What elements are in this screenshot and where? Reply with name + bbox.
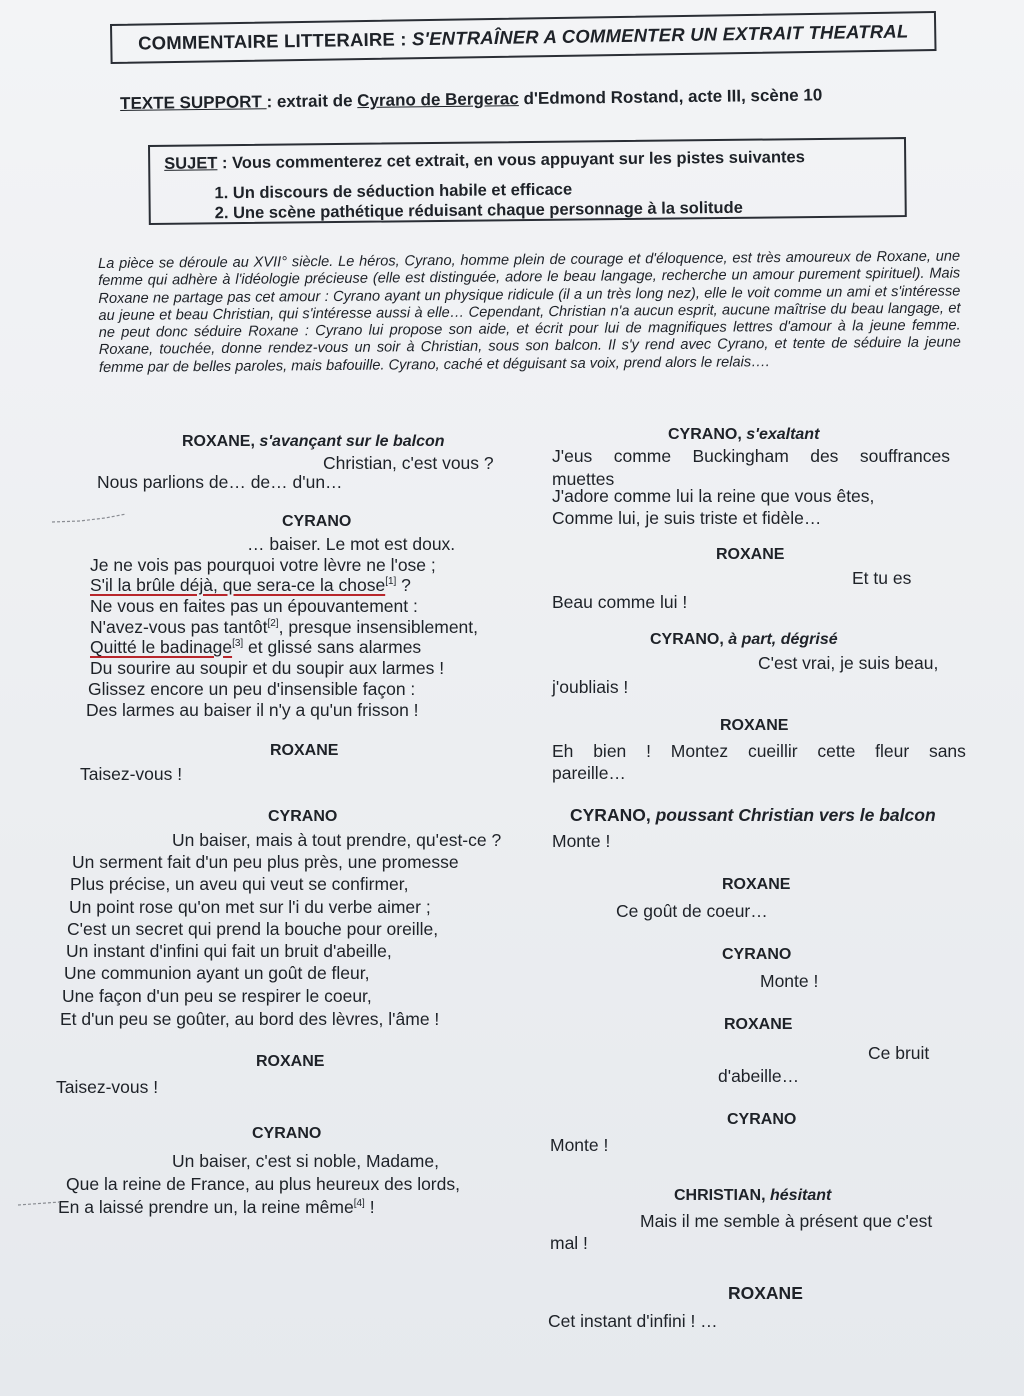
sujet-label: SUJET (164, 154, 218, 173)
support-colon: : extrait de (266, 91, 358, 112)
verse-line: Comme lui, je suis triste et fidèle… (552, 508, 822, 528)
speaker-roxane: ROXANE (256, 1053, 325, 1070)
verse-line: Taisez-vous ! (56, 1077, 159, 1097)
speaker-roxane: ROXANE (722, 876, 791, 893)
verse-line: Quitté le badinage[3] et glissé sans alarmes (90, 637, 422, 657)
speaker-cyrano: CYRANO (722, 946, 792, 963)
verse-line: Monte ! (550, 1135, 609, 1155)
verse-line-justified: J'eus comme Buckingham des souffrances (552, 446, 950, 466)
verse-line: Glissez encore un peu d'insensible façon : (88, 679, 416, 699)
speaker-cyrano: CYRANO, poussant Christian vers le balcon (570, 805, 936, 825)
speaker-roxane: ROXANE, s'avançant sur le balcon (182, 433, 445, 450)
footnote-ref: [3] (232, 638, 244, 650)
intro-paragraph: La pièce se déroule au XVII° siècle. Le héros, Cyrano, homme plein de courage et d'éloquence, est très amoureux de Roxane, une femme qui adhère à l'idéologie précieuse (elle est distinguée, adore le beau langage, recherche un amour purement spirituel). Mais Roxane ne partage pas cet amour : Cyrano ayant un physique ridicule (il a un très long nez), elle le voit comme un ami et s'intéresse au jeune et beau Christian, qui s'intéresse aussi à elle… Cependant, Christian n'a aucun esprit, aucune maîtrise du beau langage, et ne peut donc séduire Roxane : Cyrano lui propose son aide, et écrit pour lui de magnifiques lettres d'amour à la jeune femme. Roxane, touchée, donne rendez-vous un soir à Christian, sous son balcon. Il s'y rend avec Cyrano, et tente de séduire la jeune femme par de belles paroles, mais bafouille. Cyrano, caché et déguisant sa voix, prend alors le relais…. (98, 248, 961, 376)
verse-line: Taisez-vous ! (80, 764, 183, 784)
verse-line: Un serment fait d'un peu plus près, une promesse (72, 852, 459, 872)
verse-line: Un point rose qu'on met sur l'i du verbe aimer ; (69, 897, 431, 917)
verse-line: N'avez-vous pas tantôt[2], presque insensiblement, (90, 617, 479, 637)
footnote-ref: [4] (353, 1198, 365, 1210)
verse-line: d'abeille… (718, 1066, 800, 1086)
verse-line: Plus précise, un aveu qui veut se confirmer, (70, 874, 409, 894)
sujet-intro: : Vous commenterez cet extrait, en vous appuyant sur les pistes suivantes (217, 148, 805, 173)
verse-line: Du sourire au soupir et du soupir aux larmes ! (90, 658, 445, 678)
sujet-box (148, 137, 907, 225)
speaker-roxane: ROXANE (728, 1283, 803, 1303)
speaker-cyrano: CYRANO, à part, dégrisé (650, 631, 838, 648)
verse-line: C'est un secret qui prend la bouche pour oreille, (67, 919, 439, 939)
verse-line: Une communion ayant un goût de fleur, (64, 963, 370, 983)
verse-line: … baiser. Le mot est doux. (247, 534, 456, 554)
verse-line: Un instant d'infini qui fait un bruit d'abeille, (66, 941, 392, 961)
verse-line: J'adore comme lui la reine que vous êtes, (552, 486, 875, 506)
verse-line-justified: Eh bien ! Montez cueillir cette fleur sans (552, 741, 966, 761)
speaker-cyrano: CYRANO, s'exaltant (668, 426, 820, 443)
speaker-cyrano: CYRANO (252, 1125, 322, 1142)
verse-line: Que la reine de France, au plus heureux des lords, (66, 1174, 460, 1194)
verse-line: Un baiser, mais à tout prendre, qu'est-ce ? (172, 830, 502, 850)
support-work: Cyrano de Bergerac (357, 89, 519, 111)
support-rest: d'Edmond Rostand, acte III, scène 10 (518, 85, 823, 109)
footnote-ref: [1] (385, 576, 397, 588)
title-box (110, 11, 937, 64)
verse-line: Christian, c'est vous ? (323, 453, 494, 473)
verse-line: pareille… (552, 763, 626, 783)
footnote-ref: [2] (267, 618, 279, 630)
sujet-item-2: 2. Une scène pathétique réduisant chaque personnage à la solitude (214, 198, 743, 223)
verse-line: Beau comme lui ! (552, 592, 688, 612)
sujet-item-1: 1. Un discours de séduction habile et efficace (214, 180, 573, 203)
verse-line: Mais il me semble à présent que c'est (640, 1211, 933, 1231)
support-label: TEXTE SUPPORT (120, 92, 267, 113)
verse-line: S'il la brûle déjà, que sera-ce la chose[1] ? (90, 575, 411, 595)
speaker-cyrano: CYRANO (268, 808, 338, 825)
pencil-mark-icon (50, 508, 130, 528)
speaker-cyrano: CYRANO (282, 513, 352, 530)
verse-line: j'oubliais ! (552, 677, 629, 697)
verse-line: En a laissé prendre un, la reine même[4] ! (58, 1197, 375, 1217)
speaker-roxane: ROXANE (720, 717, 789, 734)
verse-line: Et tu es (852, 568, 912, 588)
pencil-mark-icon (16, 1196, 62, 1210)
speaker-roxane: ROXANE (724, 1016, 793, 1033)
speaker-roxane: ROXANE (270, 742, 339, 759)
support-line (120, 84, 940, 114)
verse-line: Un baiser, c'est si noble, Madame, (172, 1151, 439, 1171)
verse-line: Nous parlions de… de… d'un… (97, 472, 343, 492)
verse-line: Monte ! (760, 971, 819, 991)
verse-line: Ne vous en faites pas un épouvantement : (90, 596, 418, 616)
verse-line: Monte ! (552, 831, 611, 851)
verse-line: Ce bruit (868, 1043, 930, 1063)
verse-line: Des larmes au baiser il n'y a qu'un frisson ! (86, 700, 419, 720)
verse-line: muettes (552, 469, 615, 489)
verse-line: C'est vrai, je suis beau, (758, 653, 939, 673)
speaker-roxane: ROXANE (716, 546, 785, 563)
verse-line: Cet instant d'infini ! … (548, 1311, 718, 1331)
verse-line: mal ! (550, 1233, 588, 1253)
title-italic: S'ENTRAÎNER A COMMENTER UN EXTRAIT THEATRAL (411, 20, 909, 50)
title-main: COMMENTAIRE LITTERAIRE : (137, 28, 407, 54)
verse-line: Une façon d'un peu se respirer le coeur, (62, 986, 372, 1006)
verse-line: Je ne vois pas pourquoi votre lèvre ne l'ose ; (90, 555, 436, 575)
verse-line: Et d'un peu se goûter, au bord des lèvres, l'âme ! (60, 1009, 440, 1029)
speaker-christian: CHRISTIAN, hésitant (674, 1187, 832, 1204)
verse-line: Ce goût de coeur… (616, 901, 768, 921)
speaker-cyrano: CYRANO (727, 1111, 797, 1128)
